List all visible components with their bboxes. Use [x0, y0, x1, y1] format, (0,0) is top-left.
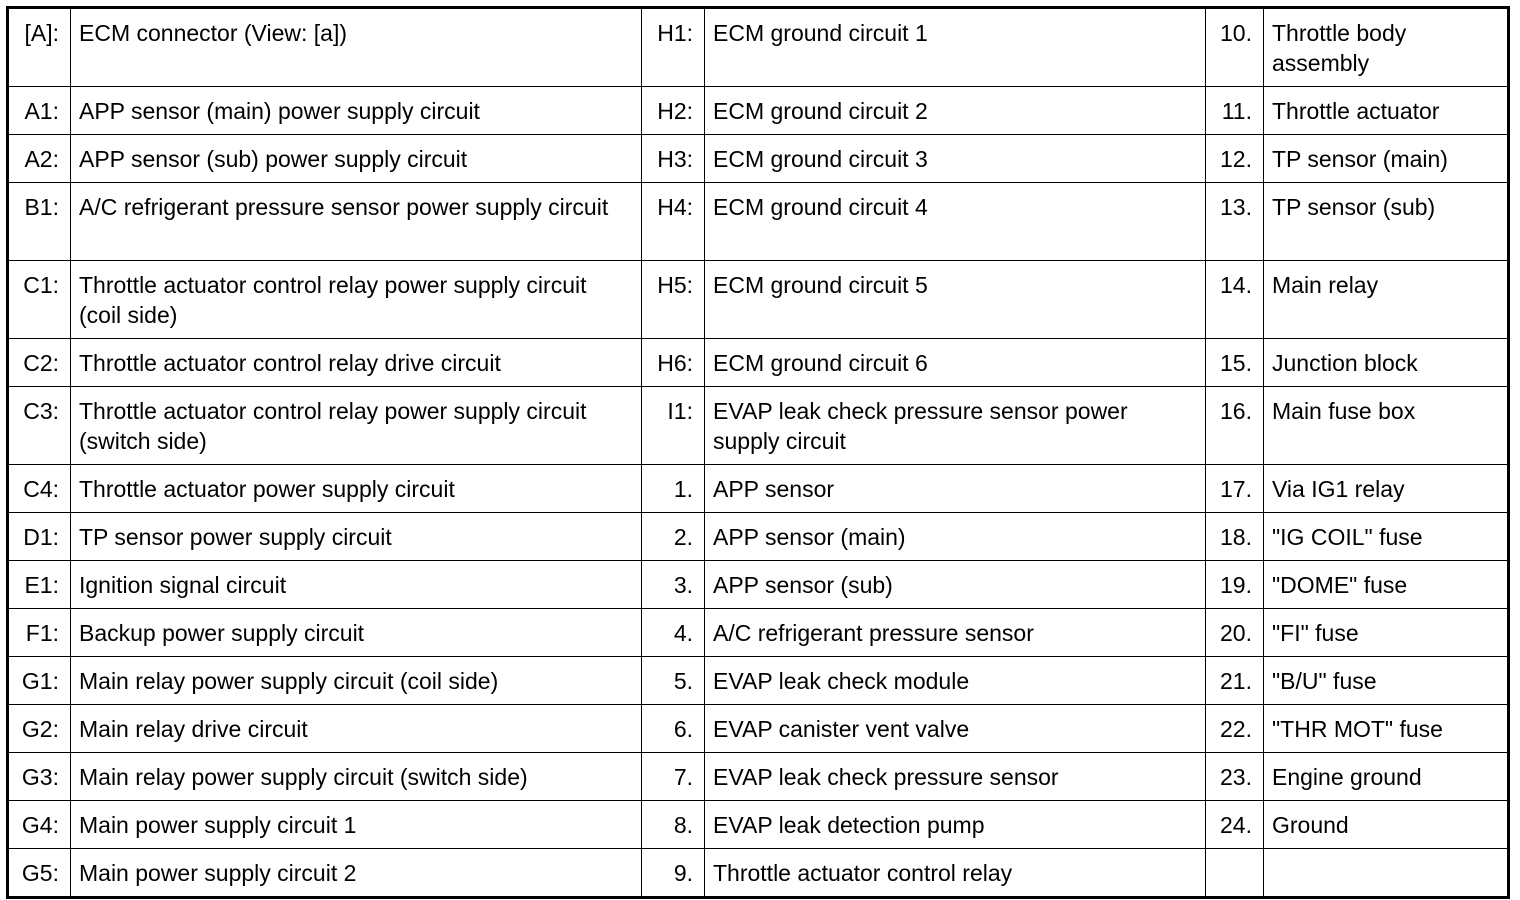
legend-code: 13.	[1206, 183, 1264, 261]
table-row	[8, 465, 1509, 513]
legend-code: G3:	[8, 753, 71, 801]
legend-description: ECM connector (View: [a])	[71, 8, 642, 87]
legend-description: "DOME" fuse	[1264, 561, 1509, 609]
legend-code: 7.	[642, 753, 705, 801]
legend-description: Main relay power supply circuit (switch side)	[71, 753, 642, 801]
legend-description: ECM ground circuit 4	[705, 183, 1206, 261]
legend-description: Backup power supply circuit	[71, 609, 642, 657]
legend-description: EVAP canister vent valve	[705, 705, 1206, 753]
legend-description: ECM ground circuit 6	[705, 339, 1206, 387]
legend-description: ECM ground circuit 2	[705, 87, 1206, 135]
legend-code: I1:	[642, 387, 705, 465]
legend-code: A2:	[8, 135, 71, 183]
legend-code: H6:	[642, 339, 705, 387]
legend-description	[1264, 849, 1509, 898]
legend-description: ECM ground circuit 1	[705, 8, 1206, 87]
legend-description: APP sensor (main) power supply circuit	[71, 87, 642, 135]
legend-code: B1:	[8, 183, 71, 261]
table-row	[8, 561, 1509, 609]
legend-code: 20.	[1206, 609, 1264, 657]
legend-description: Throttle actuator	[1264, 87, 1509, 135]
legend-code: F1:	[8, 609, 71, 657]
legend-code: C2:	[8, 339, 71, 387]
table-row	[8, 705, 1509, 753]
legend-description: Junction block	[1264, 339, 1509, 387]
legend-description: APP sensor (sub) power supply circuit	[71, 135, 642, 183]
legend-description: Engine ground	[1264, 753, 1509, 801]
legend-code: H3:	[642, 135, 705, 183]
legend-code: 6.	[642, 705, 705, 753]
legend-code: G4:	[8, 801, 71, 849]
table-row	[8, 387, 1509, 465]
legend-description: TP sensor power supply circuit	[71, 513, 642, 561]
legend-code: 11.	[1206, 87, 1264, 135]
table-row	[8, 657, 1509, 705]
legend-code: E1:	[8, 561, 71, 609]
legend-code: 23.	[1206, 753, 1264, 801]
legend-description: ECM ground circuit 5	[705, 261, 1206, 339]
legend-code: A1:	[8, 87, 71, 135]
table-row	[8, 339, 1509, 387]
table-row	[8, 135, 1509, 183]
legend-description: Main power supply circuit 1	[71, 801, 642, 849]
legend-description: Throttle actuator control relay power supply circuit (switch side)	[71, 387, 642, 465]
legend-description: APP sensor	[705, 465, 1206, 513]
legend-code: 1.	[642, 465, 705, 513]
legend-code: 17.	[1206, 465, 1264, 513]
legend-code: D1:	[8, 513, 71, 561]
legend-code: 12.	[1206, 135, 1264, 183]
legend-description: "B/U" fuse	[1264, 657, 1509, 705]
legend-description: Main relay power supply circuit (coil side)	[71, 657, 642, 705]
legend-code: 19.	[1206, 561, 1264, 609]
table-row	[8, 8, 1509, 87]
legend-code: 10.	[1206, 8, 1264, 87]
legend-description: Throttle body assembly	[1264, 8, 1509, 87]
legend-description: "IG COIL" fuse	[1264, 513, 1509, 561]
legend-description: ECM ground circuit 3	[705, 135, 1206, 183]
legend-description: Main power supply circuit 2	[71, 849, 642, 898]
legend-description: "FI" fuse	[1264, 609, 1509, 657]
legend-description: A/C refrigerant pressure sensor power supply circuit	[71, 183, 642, 261]
legend-code: 8.	[642, 801, 705, 849]
legend-description: Throttle actuator control relay drive circuit	[71, 339, 642, 387]
table-row	[8, 261, 1509, 339]
legend-code: 14.	[1206, 261, 1264, 339]
legend-description: EVAP leak check pressure sensor power supply circuit	[705, 387, 1206, 465]
legend-code: G5:	[8, 849, 71, 898]
legend-code: 15.	[1206, 339, 1264, 387]
legend-description: EVAP leak detection pump	[705, 801, 1206, 849]
legend-code: 5.	[642, 657, 705, 705]
legend-description: TP sensor (main)	[1264, 135, 1509, 183]
table-row	[8, 753, 1509, 801]
legend-code: C3:	[8, 387, 71, 465]
table-row	[8, 609, 1509, 657]
legend-code: C4:	[8, 465, 71, 513]
legend-code: H5:	[642, 261, 705, 339]
legend-description: APP sensor (main)	[705, 513, 1206, 561]
legend-code: 9.	[642, 849, 705, 898]
legend-description: Ground	[1264, 801, 1509, 849]
legend-code: 16.	[1206, 387, 1264, 465]
legend-code: 22.	[1206, 705, 1264, 753]
table-row	[8, 801, 1509, 849]
legend-description: "THR MOT" fuse	[1264, 705, 1509, 753]
legend-description: APP sensor (sub)	[705, 561, 1206, 609]
legend-code: 18.	[1206, 513, 1264, 561]
legend-description: Via IG1 relay	[1264, 465, 1509, 513]
legend-code: 2.	[642, 513, 705, 561]
legend-description: Main fuse box	[1264, 387, 1509, 465]
legend-code: 4.	[642, 609, 705, 657]
legend-code: C1:	[8, 261, 71, 339]
legend-code: 21.	[1206, 657, 1264, 705]
legend-description: EVAP leak check module	[705, 657, 1206, 705]
table-row	[8, 849, 1509, 898]
table-row	[8, 513, 1509, 561]
legend-code: 24.	[1206, 801, 1264, 849]
legend-code: G2:	[8, 705, 71, 753]
legend-code: 3.	[642, 561, 705, 609]
legend-description: TP sensor (sub)	[1264, 183, 1509, 261]
legend-description: EVAP leak check pressure sensor	[705, 753, 1206, 801]
legend-description: Main relay drive circuit	[71, 705, 642, 753]
legend-code	[1206, 849, 1264, 898]
legend-description: Throttle actuator power supply circuit	[71, 465, 642, 513]
legend-description: A/C refrigerant pressure sensor	[705, 609, 1206, 657]
legend-table	[6, 6, 1510, 899]
legend-code: H2:	[642, 87, 705, 135]
legend-code: H1:	[642, 8, 705, 87]
legend-code: [A]:	[8, 8, 71, 87]
table-row	[8, 183, 1509, 261]
legend-description: Main relay	[1264, 261, 1509, 339]
table-row	[8, 87, 1509, 135]
legend-description: Throttle actuator control relay	[705, 849, 1206, 898]
legend-description: Ignition signal circuit	[71, 561, 642, 609]
legend-code: G1:	[8, 657, 71, 705]
legend-description: Throttle actuator control relay power supply circuit (coil side)	[71, 261, 642, 339]
legend-code: H4:	[642, 183, 705, 261]
